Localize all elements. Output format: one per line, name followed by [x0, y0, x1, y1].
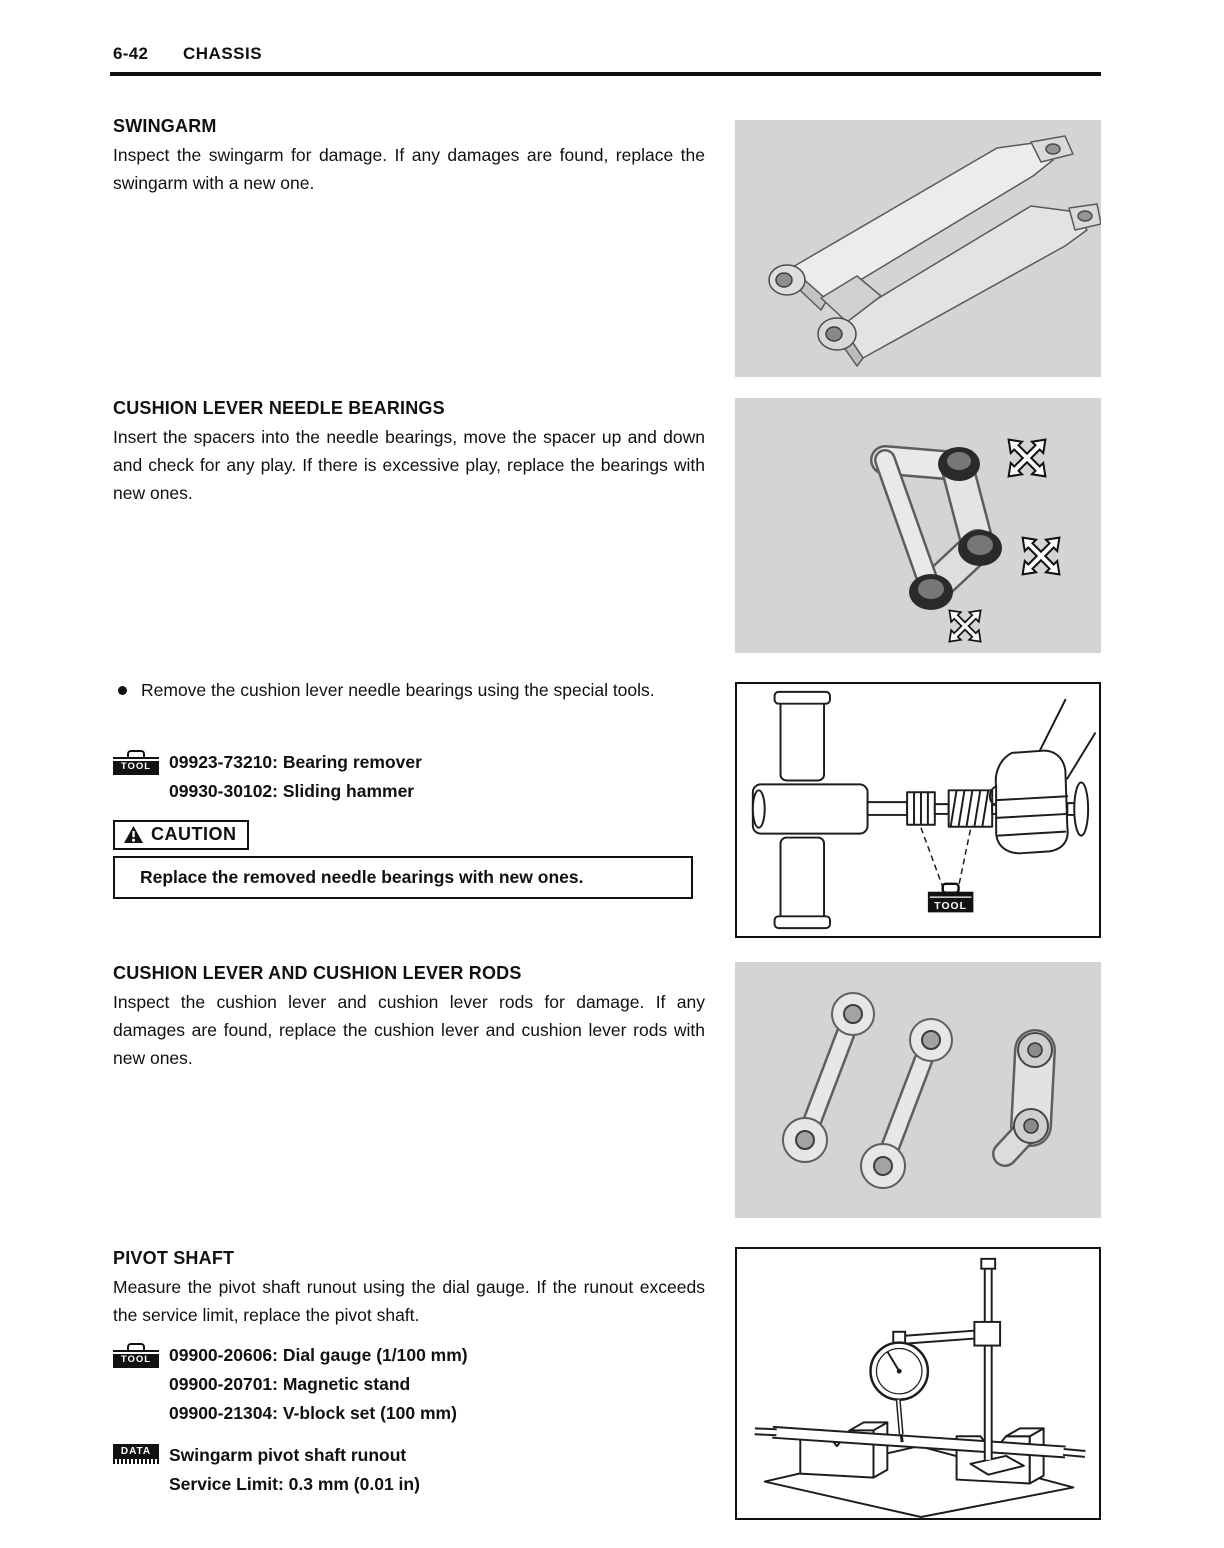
- toolbox-label: TOOL: [113, 1350, 159, 1368]
- bullet-item-remove-bearings: [113, 676, 705, 704]
- tool-block-dial-gauge: [113, 1341, 468, 1428]
- data-label: DATA: [113, 1444, 159, 1459]
- pivot-shaft-runout-figure: [735, 1247, 1101, 1520]
- tool-number-line: 09900-21304: V-block set (100 mm): [169, 1403, 457, 1423]
- data-line: Service Limit: 0.3 mm (0.01 in): [169, 1474, 420, 1494]
- page-number: 6-42: [113, 44, 149, 63]
- pivot-shaft-body-text: Measure the pivot shaft runout using the dial gauge. If the runout exceeds the service limit, replace the pivot shaft.: [113, 1277, 705, 1325]
- section-title-swingarm: SWINGARM: [113, 116, 217, 136]
- caution-label-text: CAUTION: [151, 824, 237, 844]
- data-line: Swingarm pivot shaft runout: [169, 1445, 407, 1465]
- toolbox-handle-icon: [127, 1343, 145, 1350]
- tool-number-line: 09900-20606: Dial gauge (1/100 mm): [169, 1345, 468, 1365]
- section-title-cushion-lever-needle-bearings: CUSHION LEVER NEEDLE BEARINGS: [113, 398, 445, 418]
- cushion-lever-rods-photo: [735, 962, 1101, 1218]
- swingarm-photo: [735, 120, 1101, 377]
- tool-number-line: 09900-20701: Magnetic stand: [169, 1374, 411, 1394]
- swingarm-body-text: Inspect the swingarm for damage. If any damages are found, replace the swingarm with a new one.: [113, 145, 705, 193]
- cushion-lever-rods-body-text: Inspect the cushion lever and cushion lever rods for damage. If any damages are found, replace the cushion lever and cushion lever rods with new ones.: [113, 992, 705, 1068]
- tool-number-line: 09923-73210: Bearing remover: [169, 752, 422, 772]
- cushion-lever-play-check-figure: [735, 398, 1101, 653]
- chapter-title: CHASSIS: [183, 44, 263, 63]
- caution-text: Replace the removed needle bearings with new ones.: [140, 867, 584, 887]
- section-title-cushion-lever-and-rods: CUSHION LEVER AND CUSHION LEVER RODS: [113, 963, 522, 983]
- caution-triangle-icon: [123, 825, 144, 844]
- cushion-bearings-body-text: Insert the spacers into the needle bearings, move the spacer up and down and check for any play. If there is excessive play, replace the bearings with new ones.: [113, 427, 705, 503]
- toolbox-label: TOOL: [113, 757, 159, 775]
- tool-block-bearing-remover: [113, 748, 422, 806]
- pivot-shaft-runout-drawing: [737, 1249, 1099, 1518]
- figure-tool-label: TOOL: [934, 900, 967, 912]
- cushion-lever-play-check-photo: [735, 398, 1101, 653]
- bullet-text: Remove the cushion lever needle bearings using the special tools.: [141, 680, 655, 700]
- toolbox-handle-icon: [127, 750, 145, 757]
- caution-box: [113, 856, 693, 899]
- cushion-lever-rods-figure: [735, 962, 1101, 1218]
- bearing-remover-figure: [735, 682, 1101, 938]
- swingarm-figure: [735, 120, 1101, 377]
- bullet-icon: [118, 686, 127, 695]
- toolbox-icon: [113, 750, 159, 775]
- toolbox-icon: [113, 1343, 159, 1368]
- bearing-remover-drawing: [737, 684, 1099, 936]
- section-title-pivot-shaft: PIVOT SHAFT: [113, 1248, 235, 1268]
- data-block-runout-limit: [113, 1441, 420, 1499]
- tool-number-line: 09930-30102: Sliding hammer: [169, 781, 415, 801]
- data-ticks-icon: [113, 1459, 159, 1464]
- data-icon: [113, 1444, 159, 1464]
- header-rule: [110, 72, 1101, 76]
- caution-label: [113, 820, 249, 850]
